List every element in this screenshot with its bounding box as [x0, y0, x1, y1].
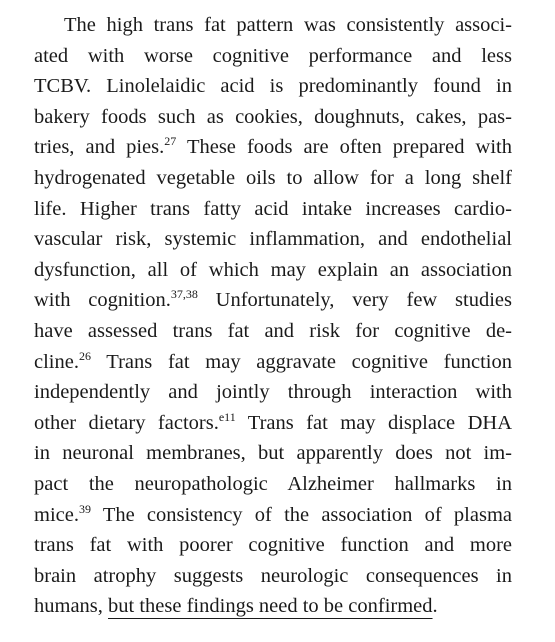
body-paragraph: [34, 10, 512, 622]
citation-superscript: 27: [164, 134, 177, 149]
text-line: life. Higher trans fatty acid intake increases cardio-: [34, 197, 512, 220]
text-line: humans, but these findings need to be confirmed.: [34, 595, 438, 618]
text-line: hydrogenated vegetable oils to allow for a long shelf: [34, 166, 512, 189]
text-line: trans fat with poorer cognitive function and more: [34, 534, 512, 557]
citation-superscript: e11: [218, 409, 236, 424]
text-line: have assessed trans fat and risk for cognitive de-: [34, 319, 512, 342]
text-line: pact the neuropathologic Alzheimer hallmarks in: [34, 472, 512, 495]
citation-superscript: 37,38: [170, 287, 198, 302]
text-line: vascular risk, systemic inflammation, and endothelial: [34, 228, 512, 251]
text-line: dysfunction, all of which may explain an association: [34, 258, 512, 281]
text-line: in neuronal membranes, but apparently does not im-: [34, 442, 512, 465]
text-line: mice.$^{39}$ The consistency of the association of plasma: [34, 501, 512, 526]
citation-superscript: 26: [78, 348, 91, 363]
text-line: brain atrophy suggests neurologic consequences in: [34, 564, 512, 587]
text-line: bakery foods such as cookies, doughnuts, cakes, pas-: [34, 105, 512, 128]
text-line: other dietary factors.$^{e11}$ Trans fat may displace DHA: [34, 409, 512, 434]
text-line: independently and jointly through interaction with: [34, 381, 512, 404]
text-line: tries, and pies.$^{27}$ These foods are often prepared with: [34, 134, 512, 159]
text-line: ated with worse cognitive performance and less: [34, 44, 512, 67]
text-line: cline.$^{26}$ Trans fat may aggravate cognitive function: [34, 348, 512, 373]
citation-superscript: 39: [78, 501, 91, 516]
underlined-phrase: but these findings need to be confirmed: [108, 595, 433, 618]
text-line: TCBV. Linolelaidic acid is predominantly found in: [34, 75, 512, 98]
text-line: The high trans fat pattern was consistently associ-: [64, 14, 512, 36]
text-line: with cognition.$^{37,38}$ Unfortunately, very few studies: [34, 287, 512, 312]
